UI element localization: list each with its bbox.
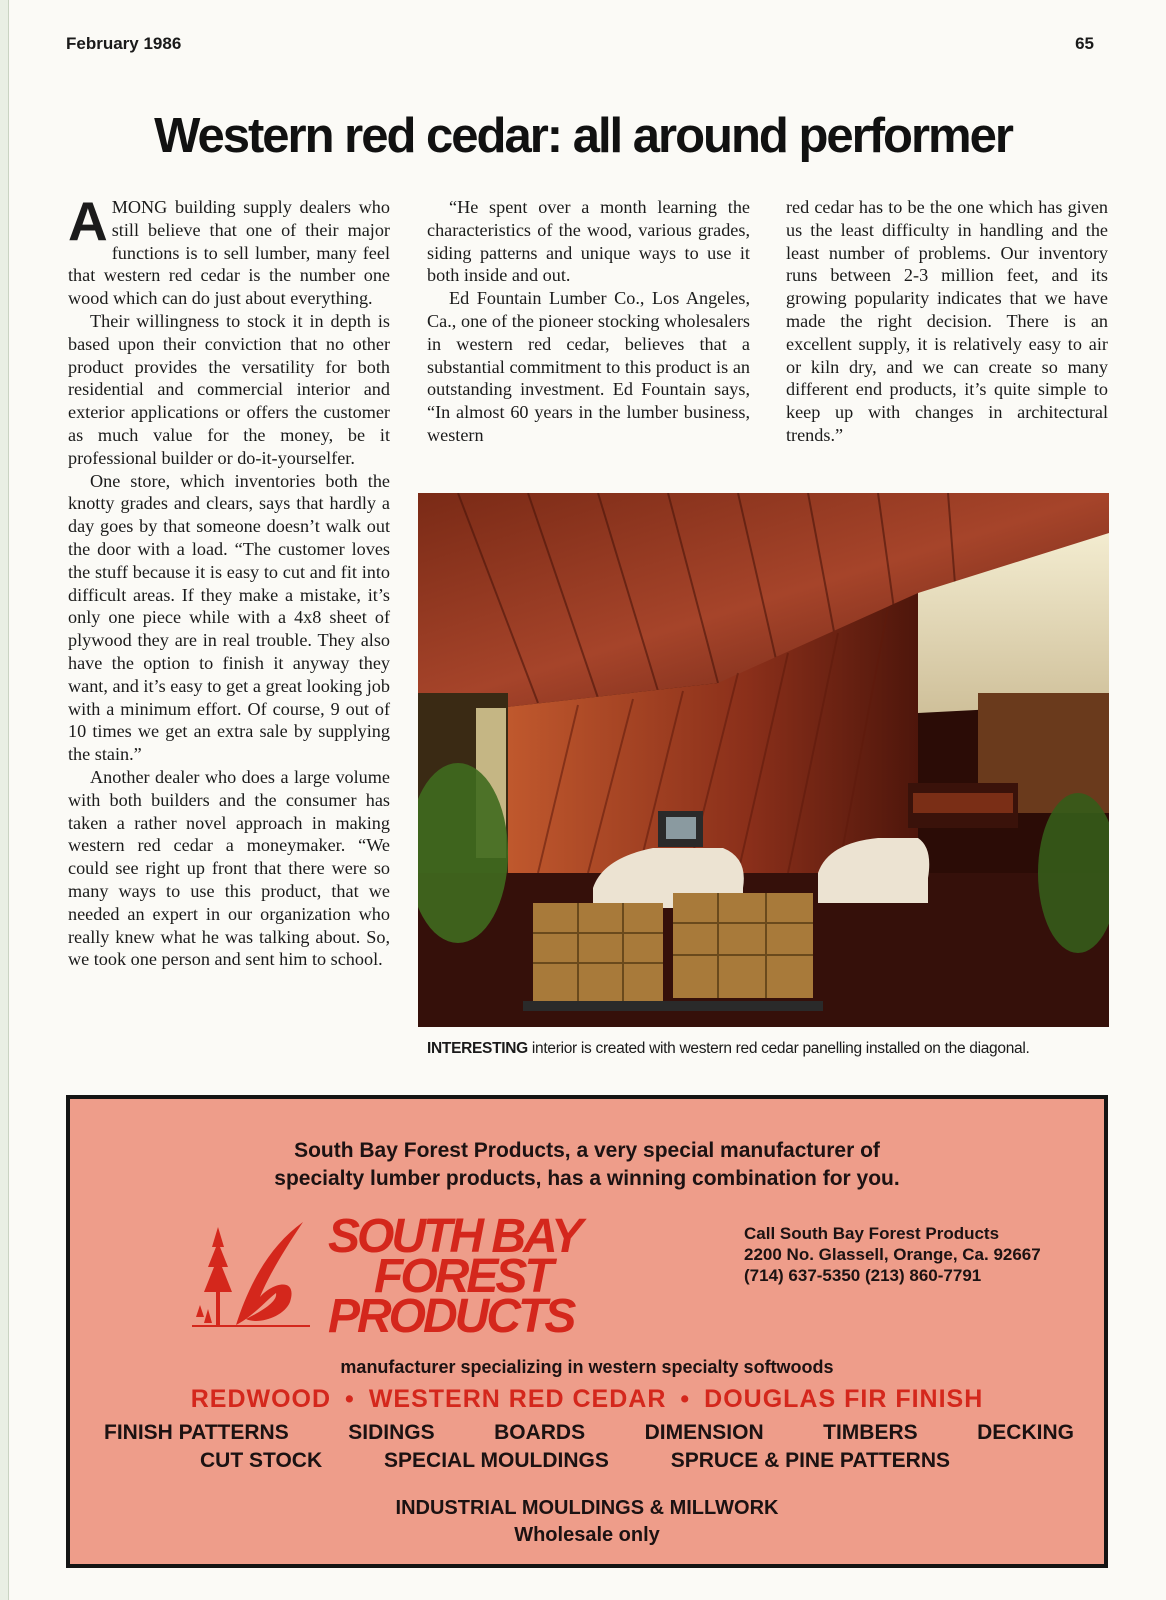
paragraph: Another dealer who does a large volume with both builders and the consumer has taken a rather novel approach in making western red cedar a moneymaker. “We could see right up front that there were so many ways to use this product, that we needed an expert in our organization who really knew what he was talking about. So, we took one person and sent him to school. (68, 766, 390, 970)
article-column-1 (68, 190, 390, 971)
advertisement (66, 1095, 1108, 1568)
tree-logo-icon (188, 1217, 318, 1337)
brand-wordmark: SOUTH BAY FOREST PRODUCTS (328, 1210, 581, 1343)
product-item: SPRUCE & PINE PATTERNS (670, 1449, 950, 1472)
species-line: REDWOOD • WESTERN RED CEDAR • DOUGLAS FIR FINISH (190, 1385, 984, 1413)
product-item: TIMBERS (823, 1421, 918, 1444)
page-edge (0, 0, 9, 1600)
paragraph: One store, which inventories both the knotty grades and clears, says that hardly a day goes by that someone doesn’t walk out the door with a load. “The customer loves the stuff because it is easy to cut and fit into difficult areas. If they make a mistake, it’s only one piece while with a 4x8 sheet of plywood they are in real trouble. They also have the option to finish it anyway they want, and it’s easy to get a great looking job with a minimum effort. Of course, 9 out of 10 times we get an extra sale by supplying the stain.” (68, 470, 390, 765)
product-row-2 (200, 1449, 950, 1473)
paragraph: red cedar has to be the one which has given us the least difficulty in handling and the least number of problems. Our inventory runs between 2-3 million feet, and its growing popularity indicates that we have made the right decision. There is an excellent supply, it is relatively easy to air or kiln dry, and we can create so many different end products, it’s quite simple to keep up with changes in architectural trends.” (786, 197, 1108, 445)
ad-footer-line: Wholesale only (514, 1524, 660, 1546)
product-item: SPECIAL MOULDINGS (384, 1449, 609, 1472)
article-column-2 (427, 196, 750, 447)
ad-footer-line: INDUSTRIAL MOULDINGS & MILLWORK (395, 1497, 779, 1519)
ad-intro: South Bay Forest Products, a very special manufacturer of specialty lumber products, has a winning combination for you. (274, 1139, 900, 1190)
issue-date: February 1986 (66, 34, 182, 53)
photo-caption: INTERESTING interior is created with western red cedar panelling installed on the diagonal. (427, 1040, 1030, 1057)
paragraph: Ed Fountain Lumber Co., Los Angeles, Ca., one of the pioneer stocking wholesalers in western red cedar, believes that a substantial commitment to this product is an outstanding investment. Ed Fountain says, “In almost 60 years in the lumber business, western (427, 288, 750, 445)
paragraph: Their willingness to stock it in depth is based upon their conviction that no other product provides the versatility for both residential and commercial interior and exterior applications or offers the customer as much value for the money, be it professional builder or do-it-yourselfer. (68, 310, 390, 468)
specialty-line: manufacturer specializing in western specialty softwoods (340, 1357, 834, 1377)
product-item: FINISH PATTERNS (104, 1421, 289, 1444)
article-column-3 (786, 196, 1108, 447)
drop-cap: A (68, 190, 108, 252)
paragraph: “He spent over a month learning the characteristics of the wood, various grades, siding patterns and unique ways to use it both inside and out. (427, 197, 750, 286)
paragraph: AMONG building supply dealers who still believe that one of their major functions is to sell lumber, many feel that western red cedar is the number one wood which can do just about everything. (68, 190, 390, 309)
product-row-1 (104, 1421, 1074, 1445)
product-item: DECKING (977, 1421, 1074, 1444)
interior-photo (418, 493, 1109, 1027)
product-item: SIDINGS (348, 1421, 435, 1444)
article-title: Western red cedar: all around performer (154, 109, 1012, 163)
product-item: CUT STOCK (200, 1449, 323, 1472)
product-item: DIMENSION (644, 1421, 764, 1444)
contact-info: Call South Bay Forest Products 2200 No. Glassell, Orange, Ca. 92667 (714) 637-5350 (213) 860-7791 (744, 1224, 1041, 1285)
page-number: 65 (1075, 34, 1094, 53)
product-item: BOARDS (494, 1421, 586, 1444)
